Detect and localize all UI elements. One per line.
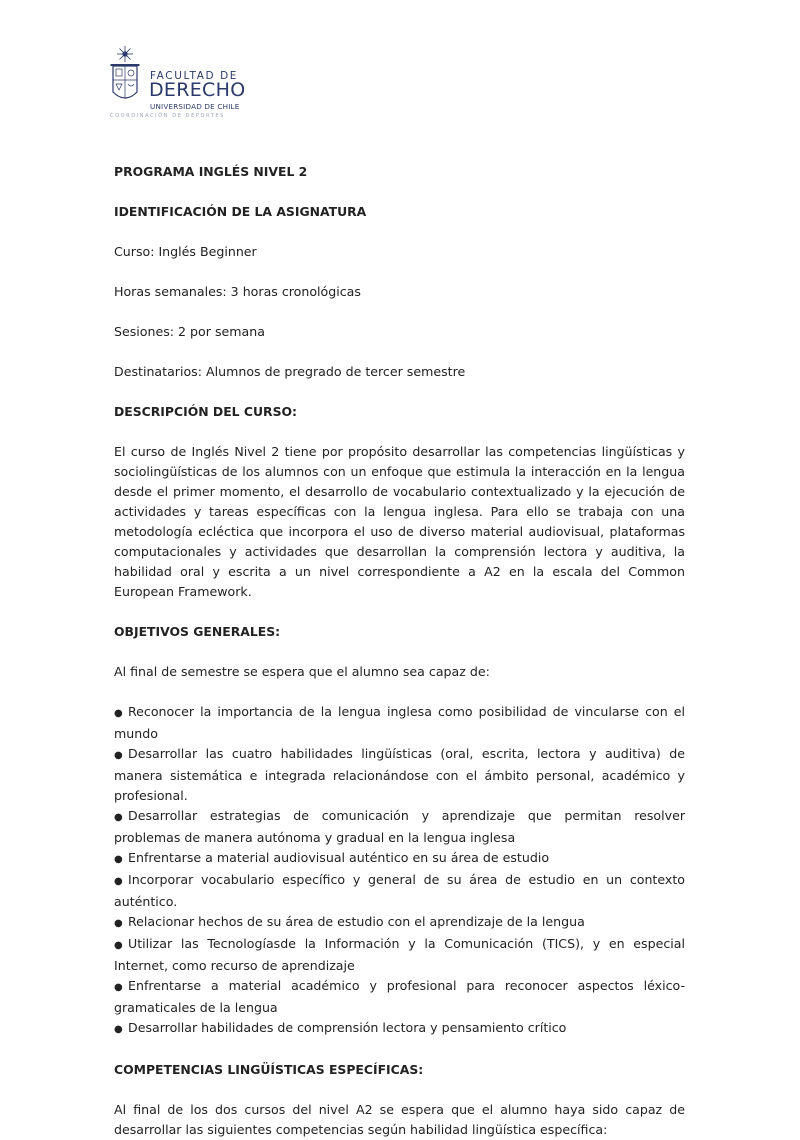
objetivo-item: [114, 934, 685, 976]
sesiones-line: Sesiones: 2 por semana: [114, 324, 265, 339]
bullet-icon: ●: [114, 854, 123, 865]
objetivos-intro: Al final de semestre se espera que el alumno sea capaz de:: [114, 664, 490, 679]
objetivo-item: [114, 806, 685, 848]
descripcion-paragraph: El curso de Inglés Nivel 2 tiene por propósito desarrollar las competencias lingüísticas y sociolingüísticas de los alumnos con un enfoque que estimula la interacción en la lengua desde el primer momento, el desarrollo de vocabulario contextualizado y la ejecución de actividades y tareas específicas con la lengua inglesa. Para ello se trabaja con una metodología ecléctica que incorpora el uso de diverso material audiovisual, plataformas computacionales y actividades que desarrollan la comprensión lectora y auditiva, la habilidad oral y escrita a un nivel correspondiente a A2 en la escala del Common European Framework.: [114, 444, 685, 599]
identificacion-heading: IDENTIFICACIÓN DE LA ASIGNATURA: [114, 204, 367, 219]
objetivo-item: [114, 912, 685, 934]
objetivo-item: [114, 702, 685, 744]
objetivo-text: Desarrollar las cuatro habilidades lingüísticas (oral, escrita, lectora y auditiva) de manera sistemática e integrada relacionándose con el ámbito personal, académico y profesional.: [114, 746, 685, 803]
objetivo-text: Desarrollar estrategias de comunicación y aprendizaje que permitan resolver problemas de manera autónoma y gradual en la lengua inglesa: [114, 808, 685, 845]
document-body: [114, 162, 685, 1140]
objetivo-text: Reconocer la importancia de la lengua inglesa como posibilidad de vincularse con el mundo: [114, 704, 685, 741]
objetivo-item: [114, 848, 685, 870]
objetivo-item: [114, 870, 685, 912]
objetivo-text: Enfrentarse a material audiovisual auténtico en su área de estudio: [128, 850, 550, 865]
bullet-icon: ●: [114, 750, 123, 761]
bullet-icon: ●: [114, 918, 123, 929]
objetivo-text: Utilizar las Tecnologíasde la Información y la Comunicación (TICS), y en especial Internet, como recurso de aprendizaje: [114, 936, 685, 973]
objetivo-text: Incorporar vocabulario específico y general de su área de estudio en un contexto auténtico.: [114, 872, 685, 909]
logo-derecho-label: DERECHO: [149, 79, 246, 101]
bullet-icon: ●: [114, 876, 123, 887]
destinatarios-line: Destinatarios: Alumnos de pregrado de tercer semestre: [114, 364, 466, 379]
curso-line: Curso: Inglés Beginner: [114, 244, 257, 259]
logo-coordination-label: COORDINACIÓN DE DEPORTES: [110, 113, 225, 119]
objetivo-text: Enfrentarse a material académico y profesional para reconocer aspectos léxico-gramaticales de la lengua: [114, 978, 685, 1015]
objetivos-heading: OBJETIVOS GENERALES:: [114, 624, 281, 639]
bullet-icon: ●: [114, 1024, 123, 1035]
objetivo-text: Desarrollar habilidades de comprensión lectora y pensamiento crítico: [128, 1020, 567, 1035]
objetivo-item: [114, 744, 685, 806]
bullet-icon: ●: [114, 708, 123, 719]
descripcion-heading: DESCRIPCIÓN DEL CURSO:: [114, 404, 297, 419]
horas-line: Horas semanales: 3 horas cronológicas: [114, 284, 361, 299]
university-seal-icon: [110, 44, 148, 114]
logo-university-label: UNIVERSIDAD DE CHILE: [150, 102, 240, 111]
objetivo-item: [114, 976, 685, 1018]
bullet-icon: ●: [114, 812, 123, 823]
objetivos-list: [114, 702, 685, 1040]
faculty-logo: [110, 44, 290, 124]
document-title: PROGRAMA INGLÉS NIVEL 2: [114, 164, 308, 179]
bullet-icon: ●: [114, 940, 123, 951]
competencias-heading: COMPETENCIAS LINGÜÍSTICAS ESPECÍFICAS:: [114, 1062, 424, 1077]
competencias-paragraph: Al final de los dos cursos del nivel A2 se espera que el alumno haya sido capaz de desarrollar las siguientes competencias según habilidad lingüística específica:: [114, 1102, 685, 1137]
bullet-icon: ●: [114, 982, 123, 993]
objetivo-text: Relacionar hechos de su área de estudio con el aprendizaje de la lengua: [128, 914, 585, 929]
logo-faculty-label: FACULTAD DE: [150, 70, 239, 82]
objetivo-item: [114, 1018, 685, 1040]
